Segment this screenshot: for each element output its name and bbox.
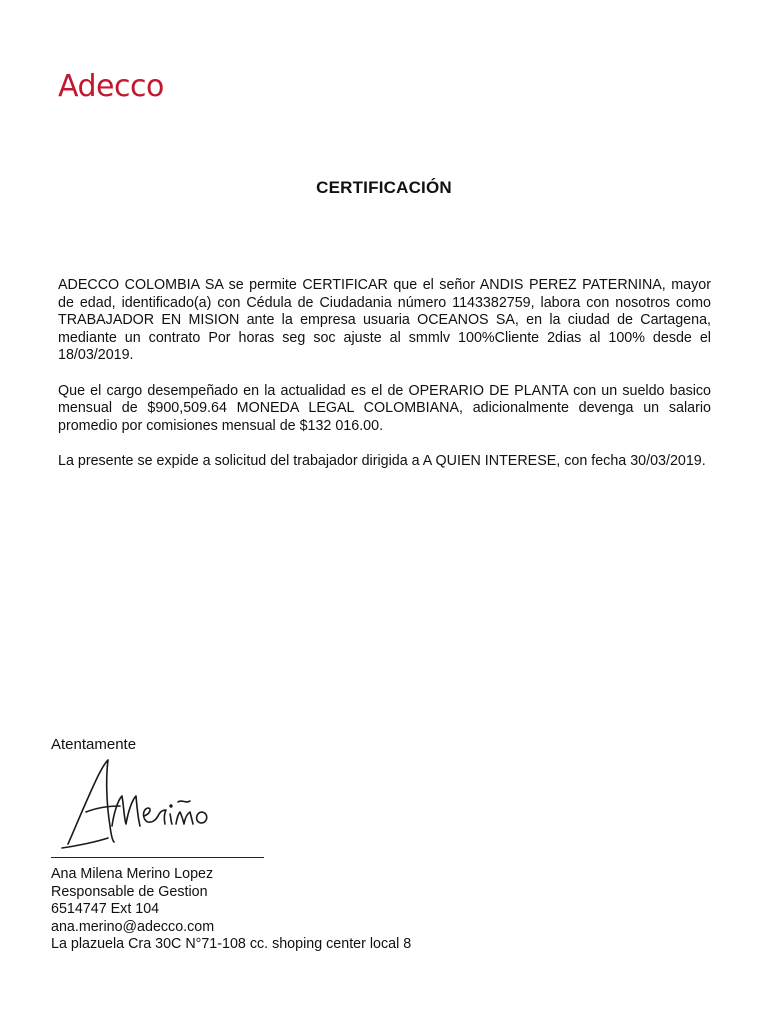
signer-phone: 6514747 Ext 104: [51, 901, 160, 917]
signer-email: ana.merino@adecco.com: [51, 918, 215, 935]
closing-salutation: Atentamente: [51, 736, 137, 753]
signer-name: Ana Milena Merino Lopez: [51, 866, 214, 882]
document-title: CERTIFICACIÓN: [316, 178, 452, 197]
adecco-logo: Adecco: [58, 69, 164, 104]
signature-line: [51, 857, 264, 858]
signer-role: Responsable de Gestion: [51, 883, 208, 900]
certificate-body: [58, 277, 711, 488]
signer-block: [51, 866, 411, 954]
handwritten-signature: [56, 756, 236, 856]
paragraph-employment: ADECCO COLOMBIA SA se permite CERTIFICAR que el señor ANDIS PEREZ PATERNINA, mayor de edad, identificado(a) con Cédula de Ciudadania número 1143382759, labora con nosotros como TRABAJADOR EN MISION ante la empresa usuaria OCEANOS SA, en la ciudad de Cartagena, mediante un contrato Por horas seg soc ajuste al smmlv 100%Cliente 2dias al 100% desde el 18/03/2019.: [58, 277, 711, 364]
paragraph-salary: Que el cargo desempeñado en la actualidad es el de OPERARIO DE PLANTA con un sueldo basico mensual de $900,509.64 MONEDA LEGAL COLOMBIANA, adicionalmente devenga un salario promedio por comisiones mensual de $132 016.00.: [58, 382, 711, 434]
signer-address: La plazuela Cra 30C N°71-108 cc. shoping center local 8: [51, 936, 412, 952]
paragraph-issuance: La presente se expide a solicitud del trabajador dirigida a A QUIEN INTERESE, con fecha 30/03/2019.: [58, 452, 706, 469]
